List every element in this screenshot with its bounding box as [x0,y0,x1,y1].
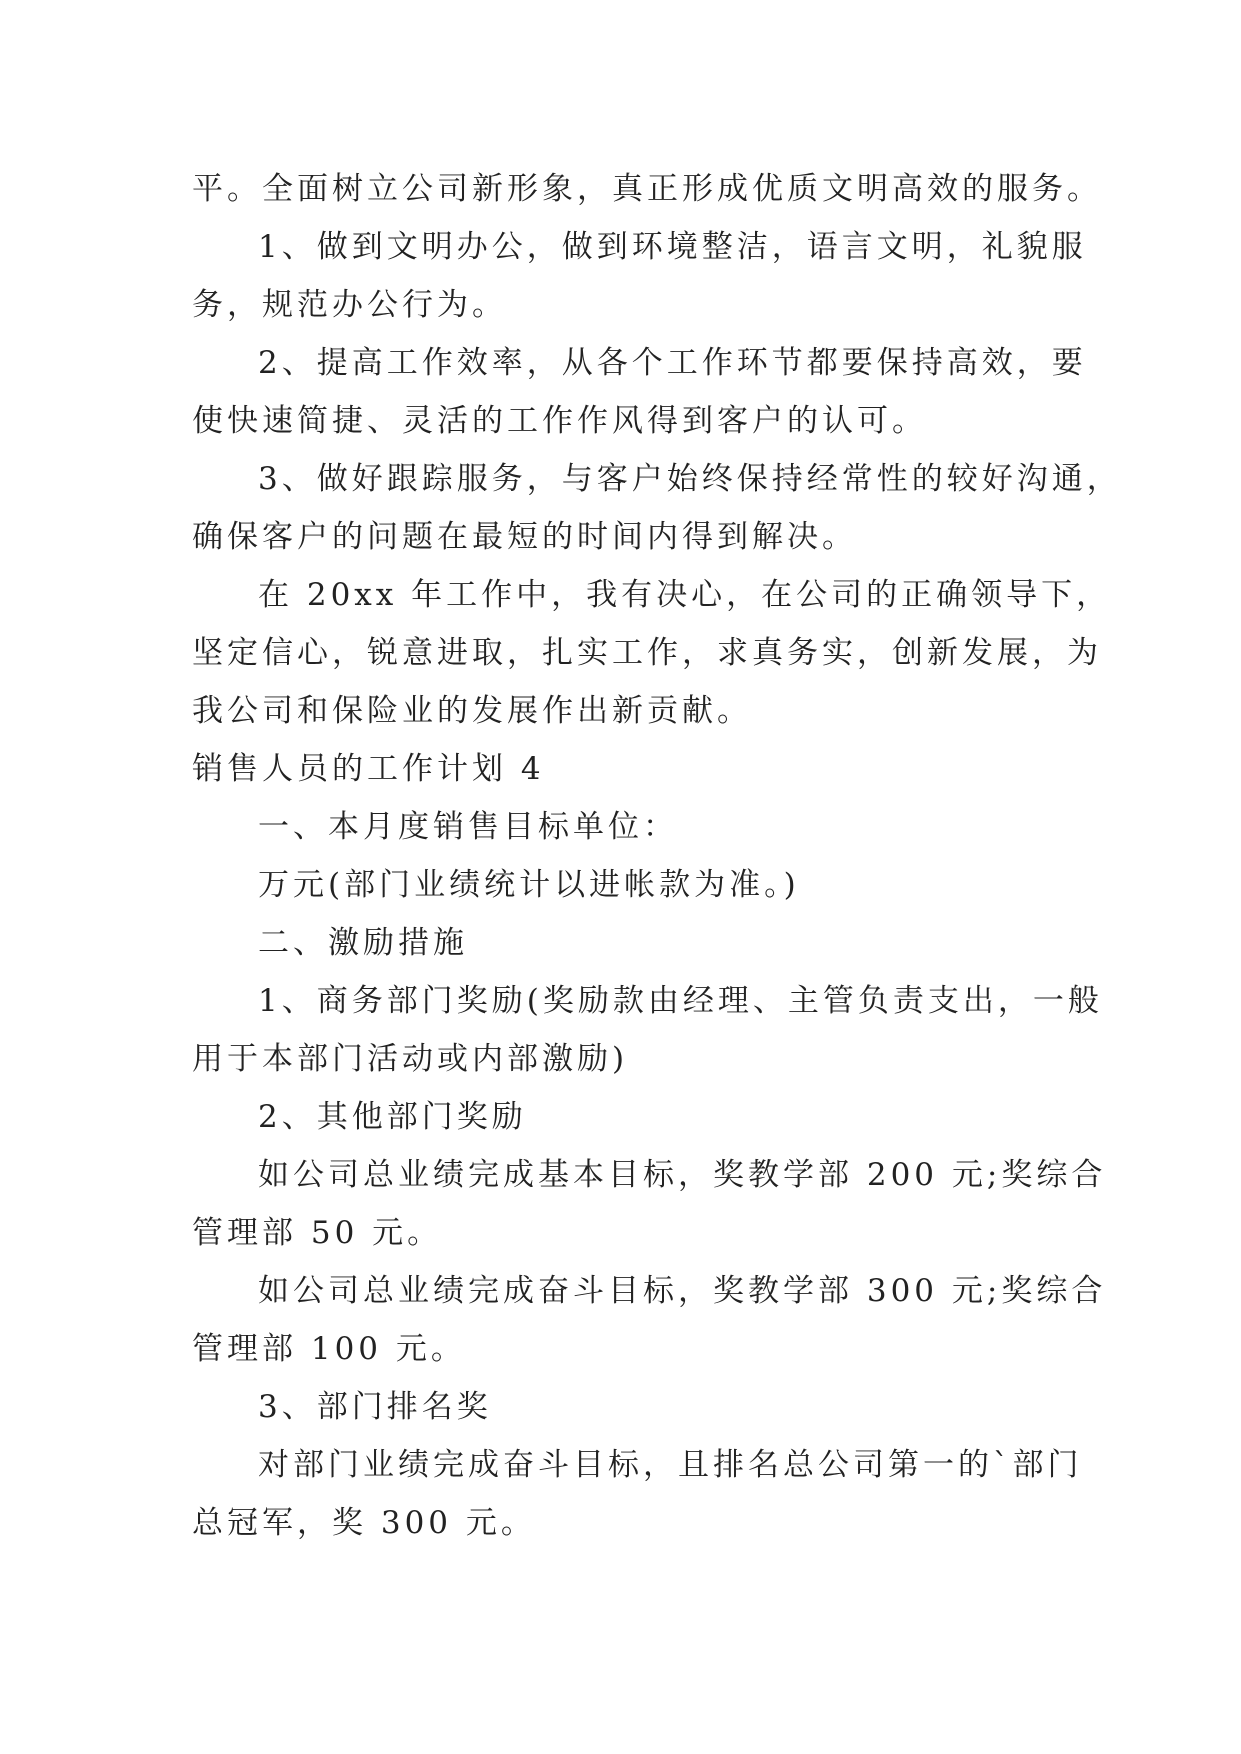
text-line: 3、部门排名奖 [258,1389,492,1425]
text-line: 2、提高工作效率，从各个工作环节都要保持高效，要 [258,345,1087,381]
text-line: 平。全面树立公司新形象，真正形成优质文明高效的服务。 [192,171,1102,207]
text-line: 3、做好跟踪服务，与客户始终保持经常性的较好沟通， [258,461,1122,497]
text-line: 1、做到文明办公，做到环境整洁，语言文明，礼貌服 [258,229,1087,265]
text-line: 管理部 50 元。 [192,1215,443,1251]
text-line: 在 20xx 年工作中，我有决心，在公司的正确领导下， [258,577,1112,613]
text-line: 使快速简捷、灵活的工作作风得到客户的认可。 [192,403,927,439]
text-line: 确保客户的问题在最短的时间内得到解决。 [192,519,857,555]
document-body [192,160,1122,1552]
text-line: 管理部 100 元。 [192,1331,466,1367]
text-line: 1、商务部门奖励(奖励款由经理、主管负责支出，一般 [258,983,1103,1019]
text-line: 总冠军，奖 300 元。 [192,1505,536,1541]
text-line: 对部门业绩完成奋斗目标，且排名总公司第一的`部门 [258,1447,1083,1483]
section-heading: 销售人员的工作计划 4 [192,751,545,787]
text-line: 如公司总业绩完成奋斗目标，奖教学部 300 元;奖综合 [258,1273,1107,1309]
text-line: 如公司总业绩完成基本目标，奖教学部 200 元;奖综合 [258,1157,1107,1193]
text-line: 一、本月度销售目标单位： [258,809,678,845]
text-line: 2、其他部门奖励 [258,1099,527,1135]
text-line: 务，规范办公行为。 [192,287,507,323]
text-line: 二、激励措施 [258,925,468,961]
text-line: 坚定信心，锐意进取，扎实工作，求真务实，创新发展，为 [192,635,1102,671]
text-line: 我公司和保险业的发展作出新贡献。 [192,693,752,729]
text-line: 万元(部门业绩统计以进帐款为准。) [258,867,800,903]
text-line: 用于本部门活动或内部激励) [192,1041,629,1077]
